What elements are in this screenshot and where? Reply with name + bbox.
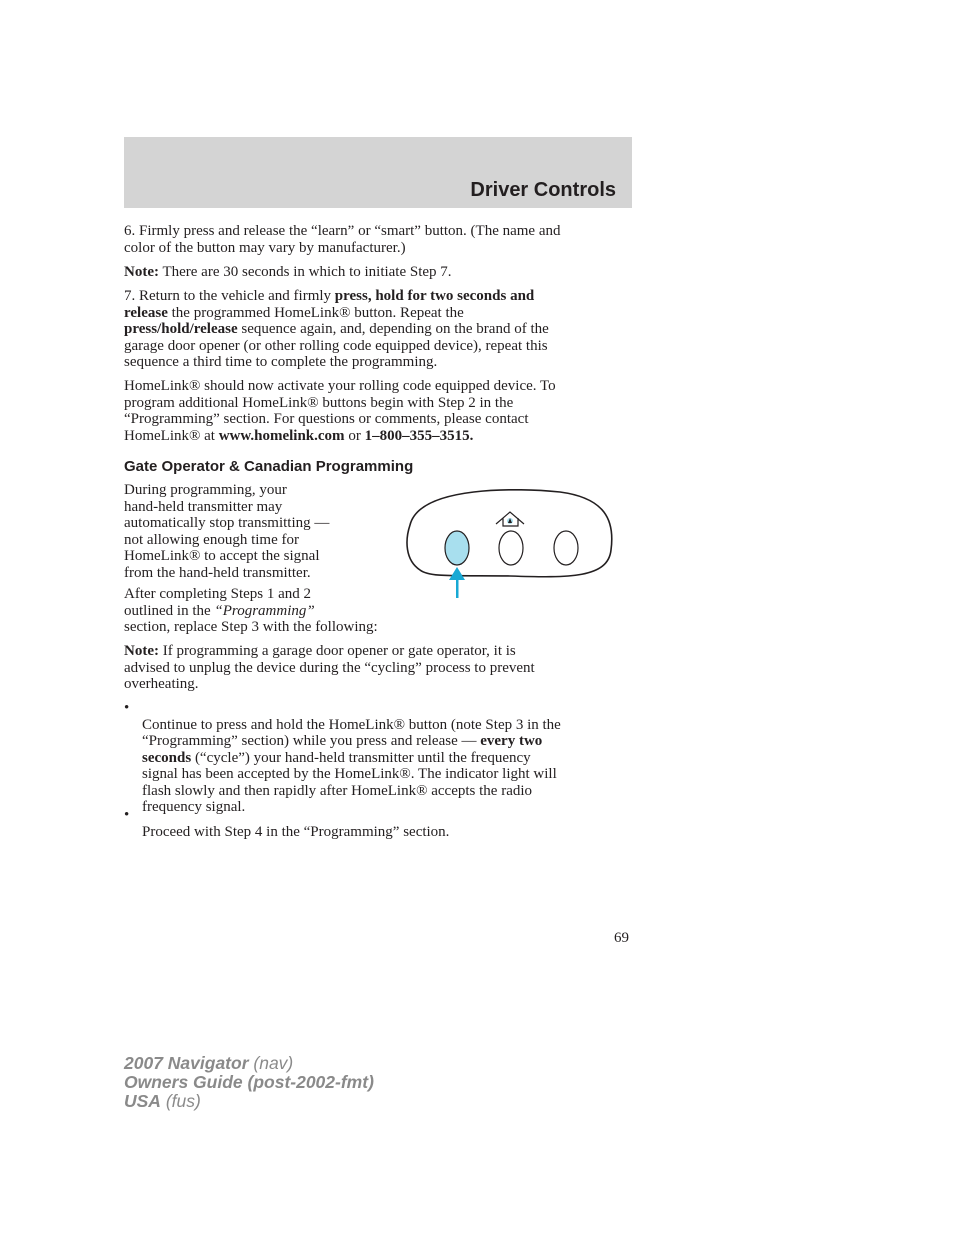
emphasis: every two seconds: [142, 733, 543, 766]
footer-code: (nav): [248, 1053, 294, 1073]
footer-region: USA: [124, 1091, 161, 1111]
emphasis: press/hold/release: [124, 321, 238, 337]
text: or: [344, 427, 365, 444]
homelink-phone: 1–800–355–3515.: [364, 427, 474, 444]
section-header: [124, 137, 632, 208]
note-text: If programming a garage door opener or gate operator, it is advised to unplug the device during the “cycling” process to prevent overheating.: [124, 643, 535, 692]
page-number: 69: [614, 930, 629, 946]
document-footer: [124, 1054, 374, 1111]
bullet-icon: •: [124, 807, 130, 823]
section-title: Driver Controls: [470, 179, 616, 201]
text: the programmed HomeLink® button. Repeat the: [171, 304, 464, 321]
console-outline: [407, 490, 612, 577]
bullet-item: [124, 700, 561, 815]
homelink-button-3: [554, 531, 578, 565]
homelink-buttons-illustration: [400, 480, 620, 600]
step-6-paragraph: 6. Firmly press and release the “learn” or “smart” button. (The name and color of the button may vary by manufacturer.): [124, 223, 561, 256]
text: sequence again, and, depending on the brand of the garage door opener (or other rolling code equipped device), repeat this sequence a third time to complete the programming.: [124, 321, 549, 370]
note-label: Note:: [124, 643, 159, 659]
step-7-paragraph: [124, 288, 644, 371]
emphasis: press, hold for two seconds and release: [124, 288, 535, 321]
section-heading: Gate Operator & Canadian Programming: [124, 458, 414, 475]
text: HomeLink® should now activate your rolling code equipped device. To program additional HomeLink® buttons begin with Step 2 in the “Programming” section. For questions or comments, please contact HomeLink® at: [124, 378, 556, 444]
text: section, replace Step 3 with the following:: [124, 619, 378, 635]
text: After completing Steps 1 and 2 outlined in the: [124, 586, 312, 619]
programming-reference: “Programming”: [214, 602, 315, 619]
bullet-text: Proceed with Step 4 in the “Programming” section.: [142, 823, 450, 840]
note-text: There are 30 seconds in which to initiate Step 7.: [158, 264, 452, 280]
footer-region-code: (fus): [160, 1091, 201, 1111]
after-steps-paragraph: [124, 586, 644, 636]
homelink-button-2: [499, 531, 523, 565]
footer-guide: Owners Guide (post-2002-fmt): [124, 1072, 374, 1092]
footer-model: 2007 Navigator: [124, 1053, 249, 1073]
text: (“cycle”) your hand-held transmitter until the frequency signal has been accepted by the HomeLink®. The indicator light will flash slowly and then rapidly after HomeLink® accepts the radio frequency signal.: [142, 749, 557, 815]
note-paragraph-2: [124, 643, 644, 693]
note-label: Note:: [124, 264, 159, 280]
text: 7. Return to the vehicle and firmly: [124, 288, 335, 304]
bullet-icon: •: [124, 700, 130, 716]
text: Continue to press and hold the HomeLink® button (note Step 3 in the “Programming” section) while you press and release —: [142, 716, 561, 749]
bullet-text: [142, 717, 662, 816]
garage-icon: [496, 512, 524, 526]
gate-paragraph: During programming, your hand-held transmitter may automatically stop transmitting — not allowing enough time for HomeLink® to accept the signal from the hand-held transmitter.: [124, 482, 330, 581]
homelink-button-1: [445, 531, 469, 565]
homelink-url: www.homelink.com: [218, 427, 345, 444]
bullet-item: [124, 807, 450, 840]
homelink-paragraph: [124, 378, 644, 444]
note-paragraph: [124, 264, 644, 281]
